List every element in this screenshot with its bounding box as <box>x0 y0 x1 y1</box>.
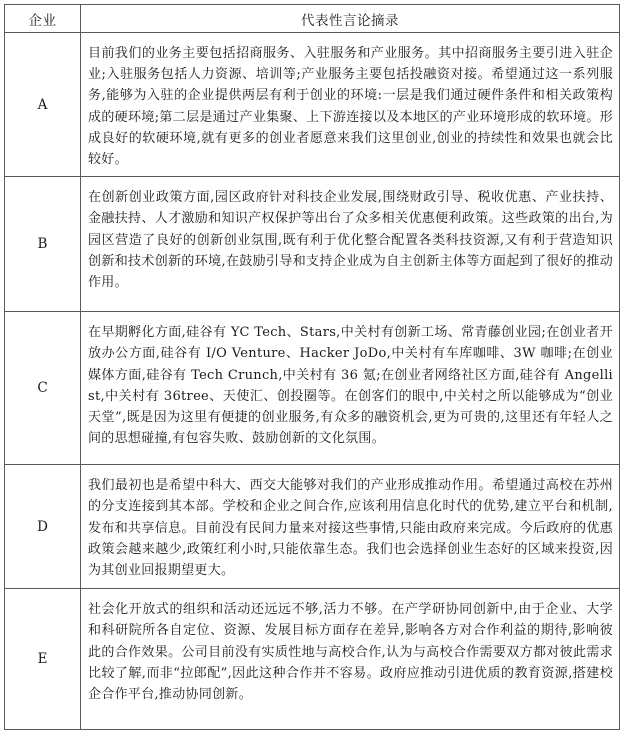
quotes-table <box>4 4 620 730</box>
quote-cell: 我们最初也是希望中科大、西交大能够对我们的产业形成推动作用。希望通过高校在苏州的分支连接到其本部。学校和企业之间合作,应该利用信息化时代的优势,建立平台和机制,发布和共享信息。目前没有民间力量来对接这些事情,只能由政府来完成。今后政府的优惠政策会越来越少,政策红利小时,只能依靠生态。我们也会选择创业生态好的区域来投资,因为其创业回报期望更大。 <box>81 465 620 589</box>
table-header <box>5 5 620 33</box>
company-cell: E <box>5 589 81 730</box>
table-row <box>5 312 620 465</box>
table-row <box>5 177 620 312</box>
header-quote: 代表性言论摘录 <box>81 5 620 33</box>
table-row <box>5 33 620 177</box>
table-body <box>5 33 620 730</box>
quote-cell: 在早期孵化方面,硅谷有 YC Tech、Stars,中关村有创新工场、常青藤创业园;在创业者开放办公方面,硅谷有 I/O Venture、Hacker JoDo,中关村有车库咖啡、3W 咖啡;在创业媒体方面,硅谷有 Tech Crunch,中关村有 36 氪;在创业者网络社区方面,硅谷有 Angellist,中关村有 36tree、天使汇、创投圈等。在创客们的眼中,中关村之所以能够成为“创业天堂”,既是因为这里有便捷的创业服务,有众多的融资机会,更为可贵的,这里还有年轻人之间的思想碰撞,有包容失败、鼓励创新的文化氛围。 <box>81 312 620 465</box>
table-row <box>5 589 620 730</box>
quote-cell: 社会化开放式的组织和活动还远远不够,活力不够。在产学研协同创新中,由于企业、大学和科研院所各自定位、资源、发展目标方面存在差异,影响各方对合作利益的期待,影响彼此的合作效果。公司目前没有实质性地与高校合作,认为与高校合作需要双方都对彼此需求比较了解,而非“拉郎配”,因此这种合作并不容易。政府应推动引进优质的教育资源,搭建校企合作平台,推动协同创新。 <box>81 589 620 730</box>
header-row <box>5 5 620 33</box>
company-cell: A <box>5 33 81 177</box>
header-company: 企业 <box>5 5 81 33</box>
company-cell: B <box>5 177 81 312</box>
quote-cell: 在创新创业政策方面,园区政府针对科技企业发展,围绕财政引导、税收优惠、产业扶持、金融扶持、人才激励和知识产权保护等出台了众多相关优惠便利政策。这些政策的出台,为园区营造了良好的创新创业氛围,既有利于优化整合配置各类科技资源,又有利于营造知识创新和技术创新的环境,在鼓励引导和支持企业成为自主创新主体等方面起到了很好的推动作用。 <box>81 177 620 312</box>
company-cell: D <box>5 465 81 589</box>
table-row <box>5 465 620 589</box>
quote-cell: 目前我们的业务主要包括招商服务、入驻服务和产业服务。其中招商服务主要引进入驻企业;入驻服务包括人力资源、培训等;产业服务主要包括投融资对接。希望通过这一系列服务,能够为入驻的企业提供两层有利于创业的环境:一层是我们通过硬件条件和相关政策构成的硬环境;第二层是通过产业集聚、上下游连接以及本地区的产业环境形成的软环境。形成良好的软硬环境,就有更多的创业者愿意来我们这里创业,创业的持续性和效果也就会比较好。 <box>81 33 620 177</box>
company-cell: C <box>5 312 81 465</box>
